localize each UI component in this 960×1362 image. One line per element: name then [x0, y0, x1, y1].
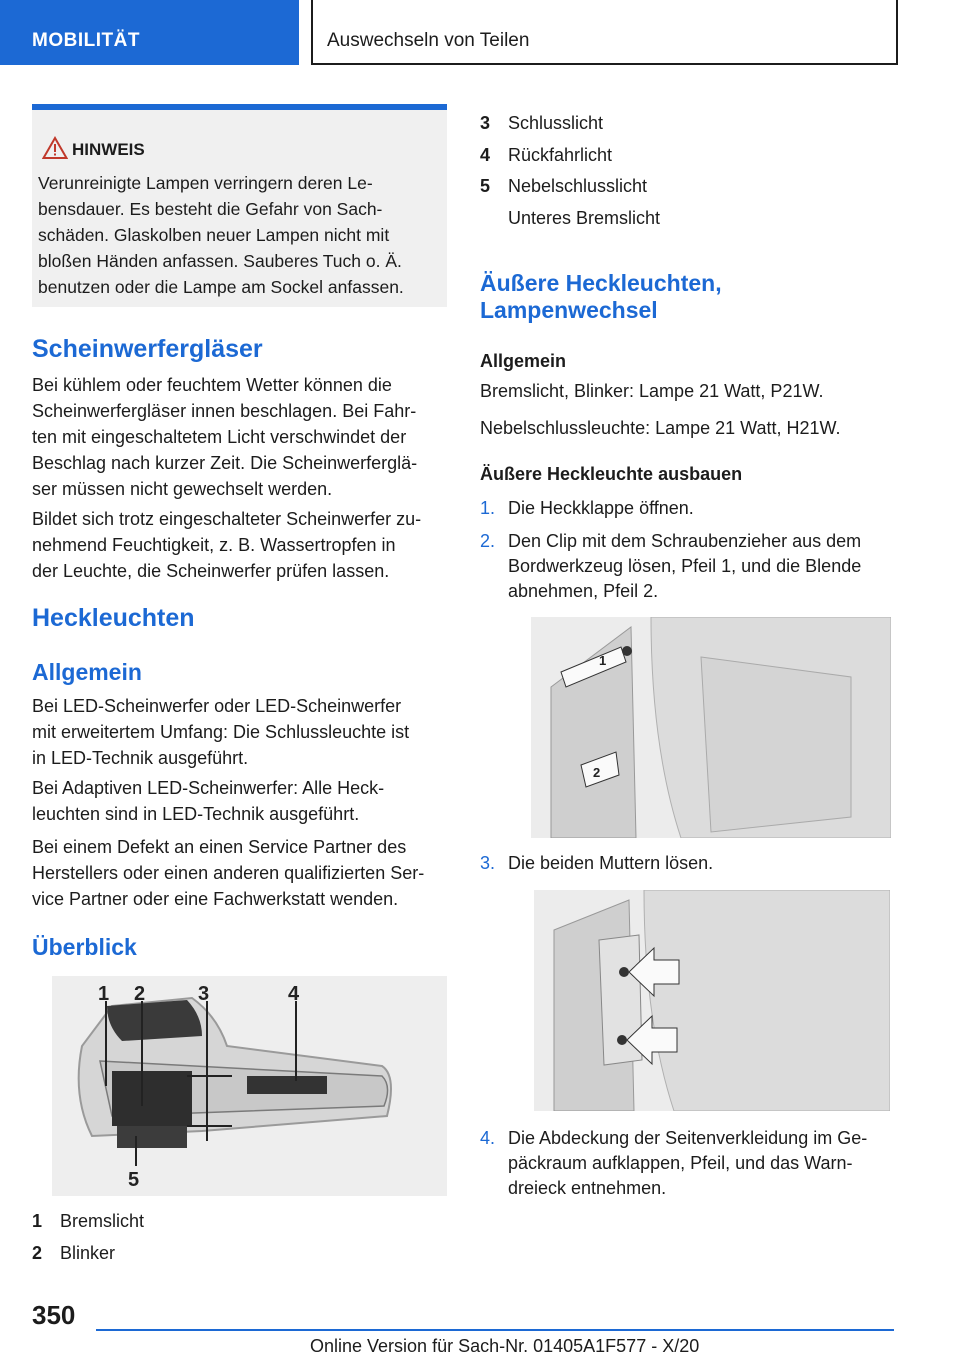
legend-num: 4	[480, 145, 491, 165]
figure-label-1: 1	[599, 653, 607, 668]
notice-line: bloßen Händen anfassen. Sauberes Tuch o. Ä.	[38, 251, 402, 271]
step-number: 1.	[480, 498, 496, 518]
page-number: 350	[32, 1300, 76, 1330]
notice-line: benutzen oder die Lampe am Sockel anfassen.	[38, 277, 404, 297]
tail-light-overview-image	[52, 976, 447, 1196]
section-tab	[0, 0, 299, 65]
paragraph-defekt	[32, 834, 452, 912]
paragraph-feuchtigkeit	[32, 506, 452, 584]
paragraph-led	[32, 693, 452, 771]
warning-icon	[42, 136, 68, 160]
legend-num: 2	[32, 1243, 43, 1263]
notice-box	[32, 104, 447, 307]
legend-text: Blinker	[60, 1243, 116, 1263]
legend-text: Unteres Bremslicht	[508, 208, 661, 228]
heading-line: Lampenwechsel	[480, 297, 658, 323]
section-title: MOBILITÄT	[32, 30, 140, 51]
paragraph-beschlag	[32, 372, 452, 502]
step-text: Bordwerkzeug lösen, Pfeil 1, und die Blende	[508, 556, 862, 576]
text-line: Bildet sich trotz eingeschalteter Scheinwerfer zu-	[32, 509, 422, 529]
text-line: nehmend Feuchtigkeit, z. B. Wassertropfen in	[32, 535, 396, 555]
legend-num: 3	[480, 113, 491, 133]
paragraph-adaptiv	[32, 775, 452, 827]
heading-heckleuchte-ausbauen: Äußere Heckleuchte ausbauen	[480, 464, 743, 484]
figure-label-5: 5	[128, 1169, 140, 1191]
subsection-tab	[311, 0, 898, 65]
figure-label-1: 1	[98, 983, 110, 1005]
legend-text: Nebelschlusslicht	[508, 176, 648, 196]
text-line: in LED-Technik ausgeführt.	[32, 748, 249, 768]
clip-removal-image	[531, 617, 891, 838]
text-line: der Leuchte, die Scheinwerfer prüfen lassen.	[32, 561, 390, 581]
text-line: Bei Adaptiven LED-Scheinwerfer: Alle Heck-	[32, 778, 385, 798]
figure-label-2: 2	[593, 765, 601, 780]
step-number: 2.	[480, 531, 496, 551]
step-text: dreieck entnehmen.	[508, 1178, 667, 1198]
footer-online-version: Online Version für Sach-Nr. 01405A1F577 - X/20	[310, 1336, 700, 1356]
step-text: abnehmen, Pfeil 2.	[508, 581, 659, 601]
step-number: 3.	[480, 853, 496, 873]
step-number: 4.	[480, 1128, 496, 1148]
paragraph-nebelschluss: Nebelschlussleuchte: Lampe 21 Watt, H21W.	[480, 418, 841, 438]
notice-line: bensdauer. Es besteht die Gefahr von Sach-	[38, 199, 383, 219]
notice-title: HINWEIS	[72, 140, 145, 159]
step-text: Die Heckklappe öffnen.	[508, 498, 694, 518]
text-line: mit erweitertem Umfang: Die Schlussleuchte ist	[32, 722, 410, 742]
legend-num: 1	[32, 1211, 43, 1231]
paragraph-bremslicht: Bremslicht, Blinker: Lampe 21 Watt, P21W.	[480, 381, 824, 401]
footer-divider	[96, 1329, 894, 1331]
legend-text: Schlusslicht	[508, 113, 604, 133]
heading-aeussere-heckleuchten	[480, 270, 722, 324]
nuts-image	[534, 890, 890, 1111]
text-line: Beschlag nach kurzer Zeit. Die Scheinwerferglä-	[32, 453, 418, 473]
figure-label-4: 4	[288, 983, 300, 1005]
notice-line: schäden. Glaskolben neuer Lampen nicht mit	[38, 225, 390, 245]
text-line: ten mit eingeschaltetem Licht verschwindet der	[32, 427, 407, 447]
heading-heckleuchten: Heckleuchten	[32, 604, 195, 632]
text-line: Herstellers oder einen anderen qualifizierten Ser-	[32, 863, 425, 883]
step-text: Die Abdeckung der Seitenverkleidung im Ge-	[508, 1128, 868, 1148]
legend-text: Bremslicht	[60, 1211, 145, 1231]
legend-text: Rückfahrlicht	[508, 145, 613, 165]
notice-text	[38, 170, 443, 300]
heading-allgemein-right: Allgemein	[480, 351, 567, 371]
text-line: Bei LED-Scheinwerfer oder LED-Scheinwerfer	[32, 696, 402, 716]
heading-allgemein: Allgemein	[32, 659, 142, 685]
text-line: ser müssen nicht gewechselt werden.	[32, 479, 333, 499]
legend-num: 5	[480, 176, 491, 196]
step-text: Den Clip mit dem Schraubenzieher aus dem	[508, 531, 862, 551]
subsection-title: Auswechseln von Teilen	[327, 30, 530, 51]
text-line: Bei kühlem oder feuchtem Wetter können die	[32, 375, 392, 395]
heading-ueberblick: Überblick	[32, 934, 137, 960]
notice-line: Verunreinigte Lampen verringern deren Le-	[38, 173, 373, 193]
step-text: Die beiden Muttern lösen.	[508, 853, 714, 873]
figure-label-2: 2	[134, 983, 146, 1005]
text-line: leuchten sind in LED-Technik ausgeführt.	[32, 804, 360, 824]
step-text: päckraum aufklappen, Pfeil, und das Warn-	[508, 1153, 853, 1173]
text-line: Scheinwerfergläser innen beschlagen. Bei Fahr-	[32, 401, 417, 421]
heading-line: Äußere Heckleuchten,	[480, 270, 722, 296]
figure-label-3: 3	[198, 983, 210, 1005]
text-line: vice Partner oder eine Fachwerkstatt wenden.	[32, 889, 399, 909]
heading-scheinwerferglaeser: Scheinwerfergläser	[32, 335, 263, 363]
text-line: Bei einem Defekt an einen Service Partner des	[32, 837, 407, 857]
